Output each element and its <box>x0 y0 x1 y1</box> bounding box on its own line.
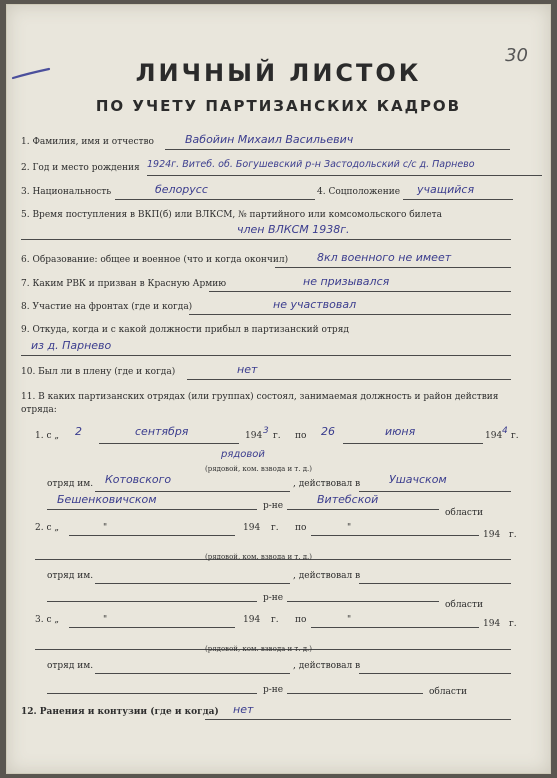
period-1-g2: г. <box>511 431 519 441</box>
field-7-label: 7. Каким РВК и призван в Красную Армию <box>21 279 227 289</box>
form-title: ЛИЧНЫЙ ЛИСТОК <box>135 59 422 87</box>
period-3-region-line <box>287 693 423 694</box>
period-2-region-line <box>287 601 439 602</box>
period-1-year-to: 4 <box>502 426 508 436</box>
field-3-value: белорусс <box>155 183 208 196</box>
field-10-label: 10. Был ли в плену (где и когда) <box>21 367 176 377</box>
period-3-acted-line <box>359 673 511 674</box>
period-2-from-line <box>69 535 235 536</box>
period-2-year-prefix-2: 194 <box>483 530 501 540</box>
field-2-value: 1924г. Витеб. об. Богушевский р-н Застодольский с/с д. Парнево <box>147 159 475 170</box>
field-8-line <box>189 314 511 315</box>
field-4-label: 4. Соцположение <box>317 187 401 197</box>
period-3-detachment-label: отряд им. <box>47 661 94 671</box>
period-1-to-line <box>343 443 483 444</box>
period-1-detachment-line <box>95 491 290 492</box>
period-2-detachment-line <box>95 583 290 584</box>
field-9-label: 9. Откуда, когда и с какой должности прибыл в партизанский отряд <box>21 325 349 335</box>
period-2-acted-label: , действовал в <box>293 571 361 581</box>
period-1-rank-hint: (рядовой, ком. взвода и т. д.) <box>205 465 313 473</box>
period-1-day-from: 2 <box>75 425 82 438</box>
field-9-value: из д. Парнево <box>31 339 112 352</box>
period-2-oblast-label: области <box>445 600 483 610</box>
field-12-label: 12. Ранения и контузии (где и когда) <box>21 707 219 717</box>
period-2-acted-line <box>359 583 511 584</box>
period-2-year-prefix-1: 194 <box>243 523 261 533</box>
period-1-year-from-prefix: 194 <box>245 431 263 441</box>
period-3-from-line <box>69 627 235 628</box>
period-1-acted-line <box>359 491 511 492</box>
period-1-po: по <box>295 431 307 441</box>
period-1-detachment-label: отряд им. <box>47 479 94 489</box>
period-2-g2: г. <box>509 530 517 540</box>
field-1-label: 1. Фамилия, имя и отчество <box>21 137 154 147</box>
form-subtitle: ПО УЧЕТУ ПАРТИЗАНСКИХ КАДРОВ <box>95 97 462 115</box>
period-1-district-line <box>47 509 257 510</box>
period-2-po: по <box>295 523 307 533</box>
field-1-value: Вабойин Михаил Васильевич <box>185 133 354 146</box>
field-5-value: член ВЛКСМ 1938г. <box>237 223 350 236</box>
period-3-district-line <box>47 693 257 694</box>
field-7-value: не призывался <box>303 275 390 288</box>
period-2-number: 2. с „ <box>35 523 60 533</box>
period-3-close-quote-1: " <box>103 615 108 625</box>
period-3-to-line <box>311 627 479 628</box>
field-9-line <box>21 355 511 356</box>
period-1-position: рядовой <box>221 449 265 460</box>
period-1-number: 1. с „ <box>35 431 60 441</box>
period-1-rne-label: р-не <box>263 501 284 511</box>
period-1-acted-label: , действовал в <box>293 479 361 489</box>
period-2-close-quote-1: " <box>103 523 108 533</box>
field-5-label: 5. Время поступления в ВКП(б) или ВЛКСМ, № партийного или комсомольского билета <box>21 210 443 220</box>
period-3-po: по <box>295 615 307 625</box>
period-3-rank-hint: (рядовой, ком. взвода и т. д.) <box>205 645 313 653</box>
period-2-close-quote-2: " <box>347 523 352 533</box>
field-1-line <box>165 149 510 150</box>
period-1-oblast-label: области <box>445 508 483 518</box>
period-1-g1: г. <box>273 431 281 441</box>
field-4-line <box>403 199 513 200</box>
field-3-line <box>115 199 315 200</box>
period-1-year-from: 3 <box>263 426 269 436</box>
period-2-rank-hint: (рядовой, ком. взвода и т. д.) <box>205 553 313 561</box>
field-2-line <box>147 175 542 176</box>
field-5-line <box>21 239 511 240</box>
period-1-detachment: Котовского <box>105 473 172 486</box>
personnel-form-page <box>6 4 551 774</box>
period-3-year-prefix-2: 194 <box>483 619 501 629</box>
period-3-number: 3. с „ <box>35 615 60 625</box>
period-1-day-to: 26 <box>321 425 335 438</box>
period-3-detachment-line <box>95 673 290 674</box>
period-2-rne-label: р-не <box>263 593 284 603</box>
field-12-line <box>205 719 511 720</box>
period-1-from-line <box>99 443 239 444</box>
period-2-detachment-label: отряд им. <box>47 571 94 581</box>
period-2-g1: г. <box>271 523 279 533</box>
period-3-rne-label: р-не <box>263 685 284 695</box>
sheet-number: 30 <box>505 45 528 66</box>
field-10-value: нет <box>237 363 258 376</box>
period-1-district: Бешенковичском <box>57 493 157 506</box>
field-8-value: не участвовал <box>273 298 357 311</box>
period-3-oblast-label: области <box>429 687 467 697</box>
period-2-district-line <box>47 601 257 602</box>
period-1-acted-in: Ушачском <box>389 473 447 486</box>
period-3-close-quote-2: " <box>347 615 352 625</box>
field-11-label: 11. В каких партизанских отрядах (или группах) состоял, занимаемая должность и район действия отряда: <box>21 392 499 415</box>
period-1-region-line <box>287 509 439 510</box>
field-6-line <box>275 267 511 268</box>
period-1-month-from: сентября <box>135 425 189 438</box>
field-3-label: 3. Национальность <box>21 187 112 197</box>
period-3-g2: г. <box>509 619 517 629</box>
period-3-g1: г. <box>271 615 279 625</box>
field-6-value: 8кл военного не имеет <box>317 251 452 264</box>
period-1-month-to: июня <box>385 425 416 438</box>
period-3-acted-label: , действовал в <box>293 661 361 671</box>
field-8-label: 8. Участие на фронтах (где и когда) <box>21 302 193 312</box>
field-4-value: учащийся <box>417 183 475 196</box>
field-6-label: 6. Образование: общее и военное (что и когда окончил) <box>21 255 289 265</box>
period-2-to-line <box>311 535 479 536</box>
period-1-year-to-prefix: 194 <box>485 431 503 441</box>
field-12-value: нет <box>233 703 254 716</box>
period-3-year-prefix-1: 194 <box>243 615 261 625</box>
field-2-label: 2. Год и место рождения <box>21 163 140 173</box>
period-1-region: Витебской <box>317 493 379 506</box>
field-7-line <box>209 291 511 292</box>
field-10-line <box>187 379 511 380</box>
